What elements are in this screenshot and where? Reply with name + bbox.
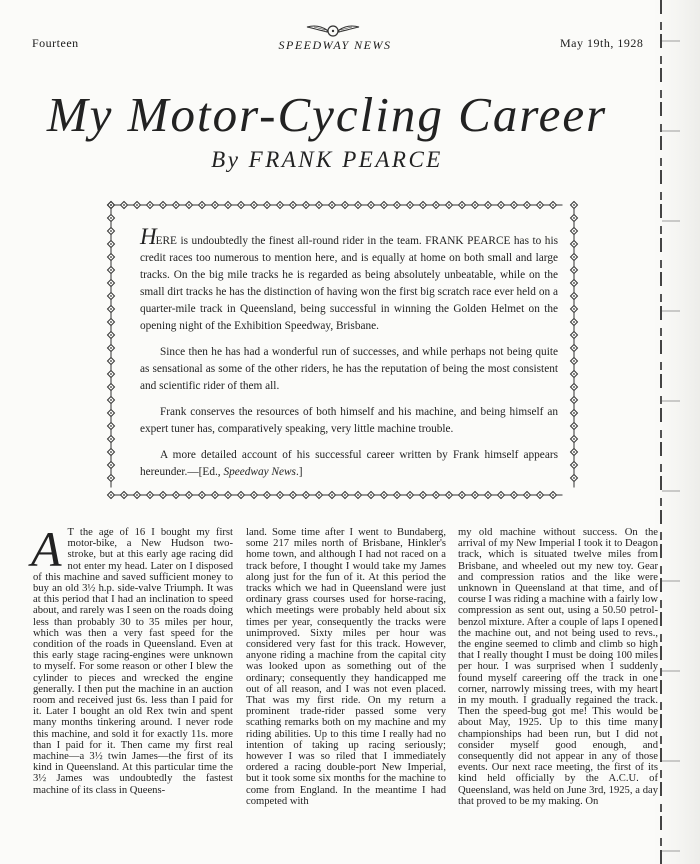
intro-paragraph-2: Since then he has had a wonderful run of successes, and while perhaps not being quite as sensational as some of the other riders, he has the reputation of being the most consistent and scientific rider of them all. — [140, 346, 558, 392]
masthead — [250, 22, 420, 58]
winged-wheel-icon — [305, 22, 361, 38]
masthead-title: SPEEDWAY NEWS — [278, 38, 392, 52]
intro-paragraph-1: HERE is undoubtedly the finest all-round rider in the team. FRANK PEARCE has to his credit races too numerous to mention here, and is equally at home on both small and large tracks. On the big mile tracks he is regarded as being absolutely unbeatable, while on the small dirt tracks he has the distinction of having won the first big scratch race ever held on a quarter-mile track in Queensland, being successful in winning the Golden Helmet on the opening night of the Exhibition Speedway, Brisbane. — [140, 224, 558, 332]
page-number: Fourteen — [32, 36, 79, 50]
issue-date: May 19th, 1928 — [560, 36, 644, 50]
body-column-1-text: T the age of 16 I bought my first motor-bike, a New Hudson two-stroke, but at this early age racing did not enter my head. Later on I disposed of this machine and saved sufficient money to buy an old 3½ h.p. side-valve Triumph. It was at this period that I had an inclination to speed about, and rarely was I seen on the roads doing less than probably 30 to 35 miles per hour, which was then a very fast speed for the condition of the roads in Queensland. Even at this early stage racing-engines were unknown to myself. For some reason or other I blew the cylinder to pieces and wrecked the engine generally. I then put the machine in an auction room and received just 6s. less than I paid for it. Later I bought an old Rex twin and spent many months tinkering around. I never rode this machine, and sold it for exactly 11s. more than I paid for it. Then came my first real machine—a 3½ twin James—the first of its kind in Queensland. At this particular time the 3½ James was undoubtedly the fastest machine of its class in Queens- — [33, 527, 233, 796]
intro-drop-initial: H — [140, 224, 156, 249]
intro-publication-name: Speedway News — [223, 466, 296, 478]
body-column-3-text: my old machine without success. On the arrival of my New Imperial I took it to Deagon track, which is situated twelve miles from Brisbane, and wheeled out my new toy. Gear and compression ratios and the like were unknown in Queensland at that time, and of course I was riding a machine with a fairly low compression as sent out, using a 50.50 petrol-benzol mixture. After a couple of laps I opened the machine out, and not being used to revs., the engine seemed to climb and climb so high that I really thought I must be doing 100 miles per hour. I was surprised when I suddenly found myself careering off the track in one corner, narrowly missing trees, with my heart in my mouth. I gradually regained the track. Then the speed-bug got me! This would be about May, 1925. Up to this time many championships had been run, but I did not consider myself good enough, and consequently did not appear in any of those events. Our next race meeting, the first of its kind held officially by the A.C.U. of Queensland, was held on June 3rd, 1925, a day that proved to be my making. On — [458, 527, 658, 807]
body-drop-initial: A — [31, 521, 62, 577]
intro-paragraph-4: A more detailed account of his successful career written by Frank himself appears hereunder.—[Ed., Speedway News.] — [140, 449, 558, 478]
page-edge-marks — [662, 0, 680, 864]
body-column-2 — [246, 527, 446, 807]
body-column-2-text: land. Some time after I went to Bundaberg, some 217 miles north of Brisbane, Hinkler's home town, and although I had not raced on a track before, I thought I would take my James along just for the fun of it. At this period the tracks which we had in Queensland were just ordinary grass courses used for horse-racing, which meetings were probably held about six times per year, consequently the tracks were unimproved. Sixty miles per hour was considered very fast for this track. However, anyone riding a machine from the capital city was looked upon as something out of the ordinary; consequently they handicapped me out of all reason, and I was not even placed. That was my first ride. On my return a prominent trade-rider passed some very scathing remarks both on my machine and my riding abilities. Up to this time I really had no intention of taking up racing seriously; however I was so riled that I immediately ordered a racing double-port New Imperial, but it took some six months for the machine to come from England. In the meantime I had competed with — [246, 527, 446, 807]
body-column-3 — [458, 527, 658, 807]
article-title: My Motor-Cycling Career — [46, 87, 608, 142]
body-column-1 — [31, 521, 233, 796]
intro-box — [140, 224, 558, 490]
article-byline: By FRANK PEARCE — [211, 147, 443, 172]
intro-paragraph-3: Frank conserves the resources of both himself and his machine, and being himself an expert tuner has, comparatively speaking, very little machine trouble. — [140, 406, 558, 435]
